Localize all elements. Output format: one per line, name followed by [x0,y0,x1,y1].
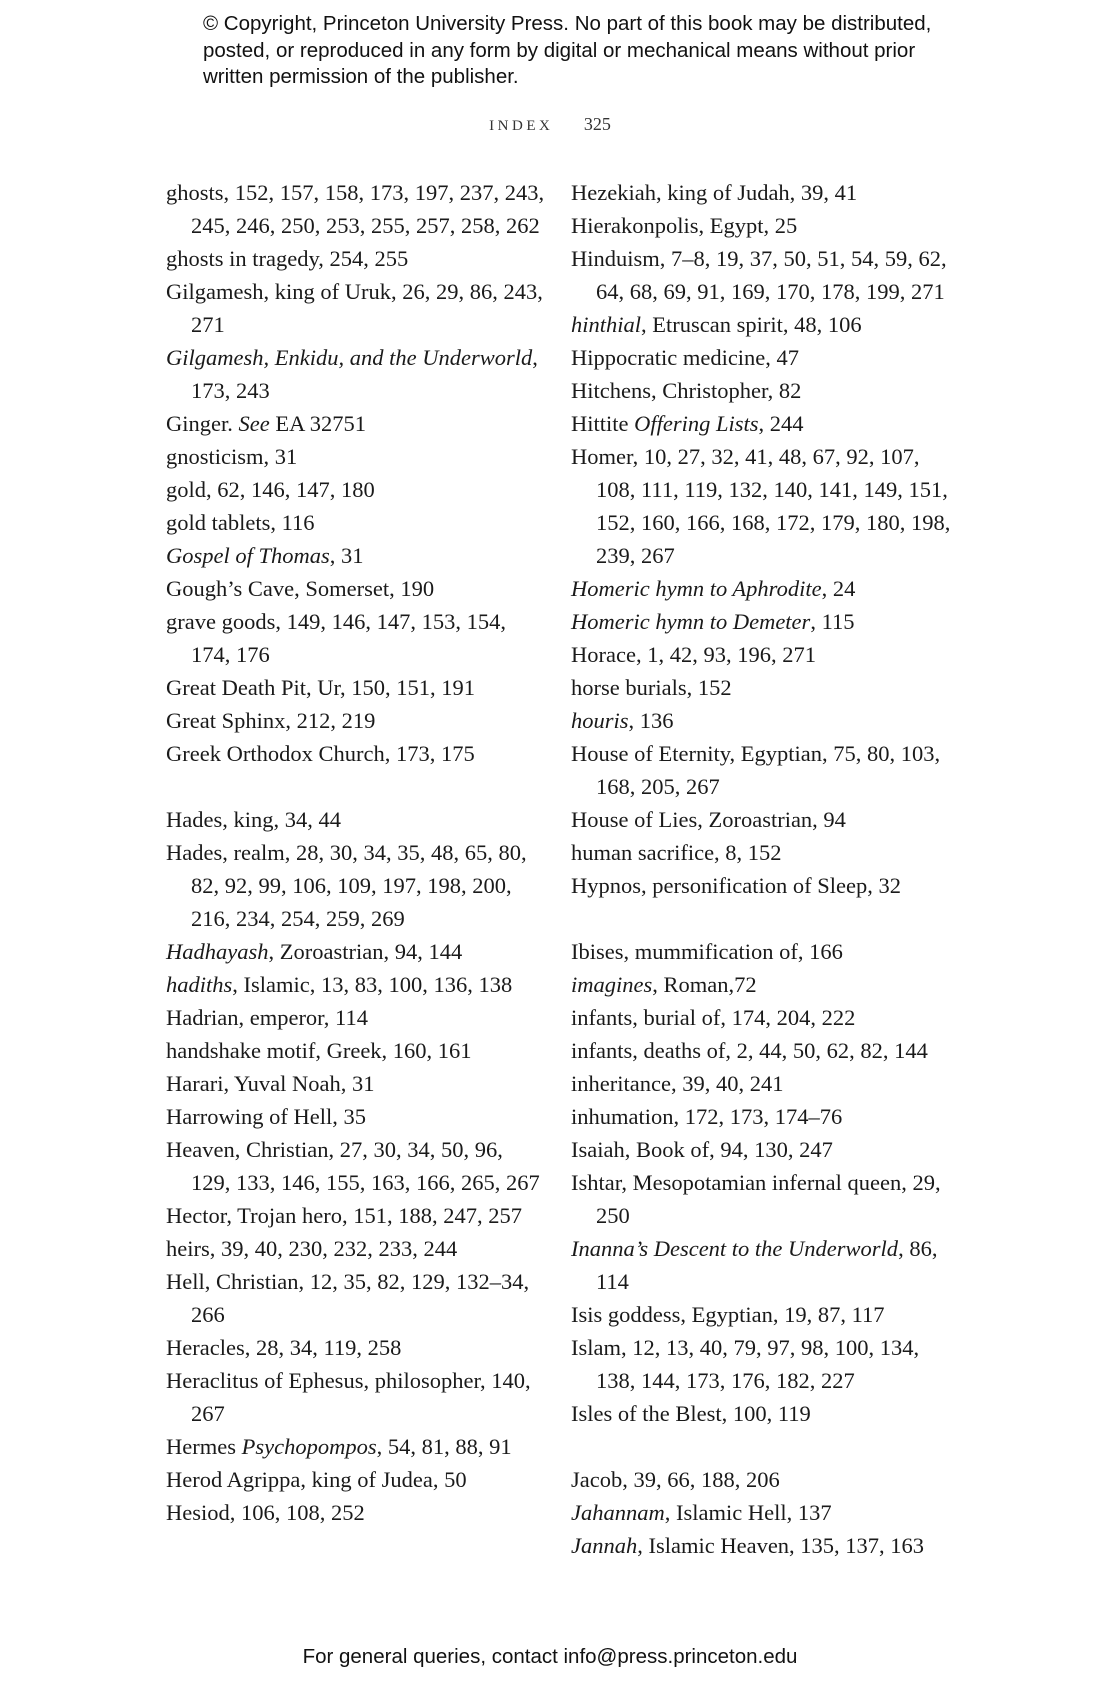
index-entry [571,1529,951,1562]
index-entry [571,407,951,440]
index-entry-text: Isis goddess, Egyptian, 19, 87, 117 [571,1302,885,1327]
index-entry-text: Hadrian, emperor, 114 [166,1005,368,1030]
index-entry-text: Hades, king, 34, 44 [166,807,341,832]
index-entry-text: House of Lies, Zoroastrian, 94 [571,807,846,832]
index-entry-text: Islam, 12, 13, 40, 79, 97, 98, 100, 134, 138, 144, 173, 176, 182, 227 [571,1335,920,1393]
index-entry [571,836,951,869]
index-entry [166,539,546,572]
index-entry-text: inheritance, 39, 40, 241 [571,1071,784,1096]
index-entry-text: grave goods, 149, 146, 147, 153, 154, 174, 176 [166,609,506,667]
index-entry-text: Isles of the Blest, 100, 119 [571,1401,811,1426]
index-entry-text: , 136 [628,708,674,733]
index-entry [571,1463,951,1496]
index-entry [571,242,951,308]
index-entry-text: gold, 62, 146, 147, 180 [166,477,375,502]
index-entry [571,1166,951,1232]
index-entry [571,1133,951,1166]
index-entry-text: Herod Agrippa, king of Judea, 50 [166,1467,467,1492]
index-entry-text: , 54, 81, 88, 91 [376,1434,512,1459]
index-entry-text: Hades, realm, 28, 30, 34, 35, 48, 65, 80, 82, 92, 99, 106, 109, 197, 198, 200, 216, 234, 254, 259, 269 [166,840,527,931]
index-entry-italic: Inanna’s Descent to the Underworld [571,1236,899,1261]
index-entry [571,572,951,605]
index-entry [571,1001,951,1034]
index-entry [571,1397,951,1430]
index-entry-text: , Roman,72 [652,972,757,997]
index-entry-text: Gough’s Cave, Somerset, 190 [166,576,435,601]
index-entry-text: Great Death Pit, Ur, 150, 151, 191 [166,675,476,700]
index-entry-text: , 24 [821,576,856,601]
index-entry [571,869,951,902]
index-entry [571,605,951,638]
index-entry-text: Horace, 1, 42, 93, 196, 271 [571,642,816,667]
index-entry [571,1100,951,1133]
index-entry [571,1067,951,1100]
index-entry-text: Gilgamesh, king of Uruk, 26, 29, 86, 243, 271 [166,279,543,337]
index-entry-italic: Offering Lists [634,411,759,436]
index-entry [166,440,546,473]
index-entry-italic: Jannah [571,1533,638,1558]
index-entry-text: horse burials, 152 [571,675,732,700]
index-entry [166,1430,546,1463]
page-number: 325 [583,114,611,134]
index-entry-text: , Etruscan spirit, 48, 106 [641,312,862,337]
index-column-right [571,176,951,1562]
index-entry-text: Ibises, mummification of, 166 [571,939,843,964]
index-entry-text: Great Sphinx, 212, 219 [166,708,376,733]
index-entry-text: Heraclitus of Ephesus, philosopher, 140, 267 [166,1368,531,1426]
index-entry-text: Hitchens, Christopher, 82 [571,378,802,403]
index-entry-text: infants, burial of, 174, 204, 222 [571,1005,856,1030]
index-entry [166,1199,546,1232]
index-entry-text: Hector, Trojan hero, 151, 188, 247, 257 [166,1203,522,1228]
index-entry [571,209,951,242]
index-entry-text: , 31 [329,543,364,568]
index-entry [166,968,546,1001]
index-entry-text: Homer, 10, 27, 32, 41, 48, 67, 92, 107, 108, 111, 119, 132, 140, 141, 149, 151, 152, 160, 166, 168, 172, 179, 180, 198, 239, 267 [571,444,951,568]
index-entry-text: House of Eternity, Egyptian, 75, 80, 103, 168, 205, 267 [571,741,941,799]
index-column-left [166,176,546,1529]
index-entry-text: , Islamic Heaven, 135, 137, 163 [637,1533,925,1558]
index-entry-text: , 86, 114 [596,1236,938,1294]
index-entry [571,704,951,737]
index-entry-text: Hezekiah, king of Judah, 39, 41 [571,180,858,205]
index-entry [166,1331,546,1364]
index-entry-italic: hadiths [166,972,233,997]
index-entry [166,935,546,968]
index-entry-text: EA 32751 [269,411,366,436]
index-entry-italic: Gospel of Thomas [166,543,330,568]
index-entry [166,572,546,605]
index-entry [571,968,951,1001]
index-entry [166,803,546,836]
index-entry [166,1364,546,1430]
index-entry-text: , 173, 243 [191,345,538,403]
index-entry [166,341,546,407]
index-entry-text: Ishtar, Mesopotamian infernal queen, 29, 250 [571,1170,941,1228]
index-entry [166,1001,546,1034]
copyright-notice: © Copyright, Princeton University Press. No part of this book may be distributed, posted, or reproduced in any form by digital or mechanical means without prior written permission of the publisher. [203,12,932,88]
index-entry-italic: houris [571,708,629,733]
index-entry-italic: hinthial [571,312,642,337]
index-entry [571,176,951,209]
index-entry-text: , Islamic Hell, 137 [664,1500,832,1525]
index-entry-text: ghosts, 152, 157, 158, 173, 197, 237, 243, 245, 246, 250, 253, 255, 257, 258, 262 [166,180,545,238]
index-entry-text: Hell, Christian, 12, 35, 82, 129, 132–34, 266 [166,1269,530,1327]
index-entry [166,1265,546,1331]
index-entry-text: gold tablets, 116 [166,510,315,535]
index-entry [166,407,546,440]
index-entry [571,374,951,407]
index-entry-text: Jacob, 39, 66, 188, 206 [571,1467,780,1492]
index-entry [571,1034,951,1067]
index-entry [166,836,546,935]
index-entry [571,341,951,374]
index-entry-text: human sacrifice, 8, 152 [571,840,782,865]
index-entry [571,803,951,836]
index-entry [166,242,546,275]
index-entry [166,1133,546,1199]
index-entry-text: heirs, 39, 40, 230, 232, 233, 244 [166,1236,458,1261]
index-entry [166,737,546,770]
index-entry [166,1100,546,1133]
running-head-label: INDEX [489,118,554,134]
index-entry-text: Ginger. [166,411,239,436]
index-entry-text: , 244 [758,411,804,436]
index-entry [166,671,546,704]
index-entry [166,176,546,242]
index-entry [166,275,546,341]
index-entry-text: Harrowing of Hell, 35 [166,1104,366,1129]
index-entry [571,737,951,803]
index-entry-text: gnosticism, 31 [166,444,298,469]
index-entry-italic: Psychopompos [241,1434,377,1459]
index-entry-italic: Hadhayash [166,939,269,964]
index-entry [571,308,951,341]
index-entry-italic: See [238,411,270,436]
index-entry-italic: Gilgamesh, Enkidu, and the Underworld [166,345,533,370]
index-entry-text: ghosts in tragedy, 254, 255 [166,246,409,271]
index-entry [166,1232,546,1265]
index-entry [166,506,546,539]
index-entry [571,1496,951,1529]
section-gap [571,902,951,935]
index-entry [166,704,546,737]
index-entry [571,638,951,671]
index-entry [571,1298,951,1331]
index-entry-text: Hesiod, 106, 108, 252 [166,1500,365,1525]
index-entry-text: , Islamic, 13, 83, 100, 136, 138 [232,972,513,997]
index-entry-italic: Homeric hymn to Aphrodite [571,576,822,601]
index-entry-italic: Homeric hymn to Demeter [571,609,811,634]
index-entry-text: Harari, Yuval Noah, 31 [166,1071,375,1096]
index-entry-text: Hierakonpolis, Egypt, 25 [571,213,798,238]
index-entry-text: Hippocratic medicine, 47 [571,345,800,370]
section-gap [571,1430,951,1463]
index-entry-text: , Zoroastrian, 94, 144 [268,939,463,964]
index-entry [166,1463,546,1496]
index-entry [571,935,951,968]
section-gap [166,770,546,803]
index-entry-text: handshake motif, Greek, 160, 161 [166,1038,472,1063]
index-entry-text: inhumation, 172, 173, 174–76 [571,1104,843,1129]
index-entry-text: Heaven, Christian, 27, 30, 34, 50, 96, 129, 133, 146, 155, 163, 166, 265, 267 [166,1137,540,1195]
index-entry-italic: Jahannam [571,1500,665,1525]
running-head [0,114,1100,135]
index-entry-italic: imagines [571,972,653,997]
index-entry [166,473,546,506]
index-entry [571,1232,951,1298]
index-entry-text: Isaiah, Book of, 94, 130, 247 [571,1137,833,1162]
index-entry-text: Hittite [571,411,635,436]
index-entry-text: Greek Orthodox Church, 173, 175 [166,741,475,766]
index-entry-text: Hypnos, personification of Sleep, 32 [571,873,901,898]
index-entry-text: , 115 [810,609,855,634]
index-entry [166,605,546,671]
index-entry [166,1034,546,1067]
index-entry [166,1496,546,1529]
index-entry-text: infants, deaths of, 2, 44, 50, 62, 82, 144 [571,1038,928,1063]
index-entry-text: Hinduism, 7–8, 19, 37, 50, 51, 54, 59, 62, 64, 68, 69, 91, 169, 170, 178, 199, 271 [571,246,947,304]
index-entry [571,671,951,704]
index-entry [571,1331,951,1397]
index-entry-text: Heracles, 28, 34, 119, 258 [166,1335,402,1360]
index-entry [166,1067,546,1100]
index-entry [571,440,951,572]
footer-contact: For general queries, contact info@press.princeton.edu [302,1645,798,1668]
index-entry-text: Hermes [166,1434,242,1459]
